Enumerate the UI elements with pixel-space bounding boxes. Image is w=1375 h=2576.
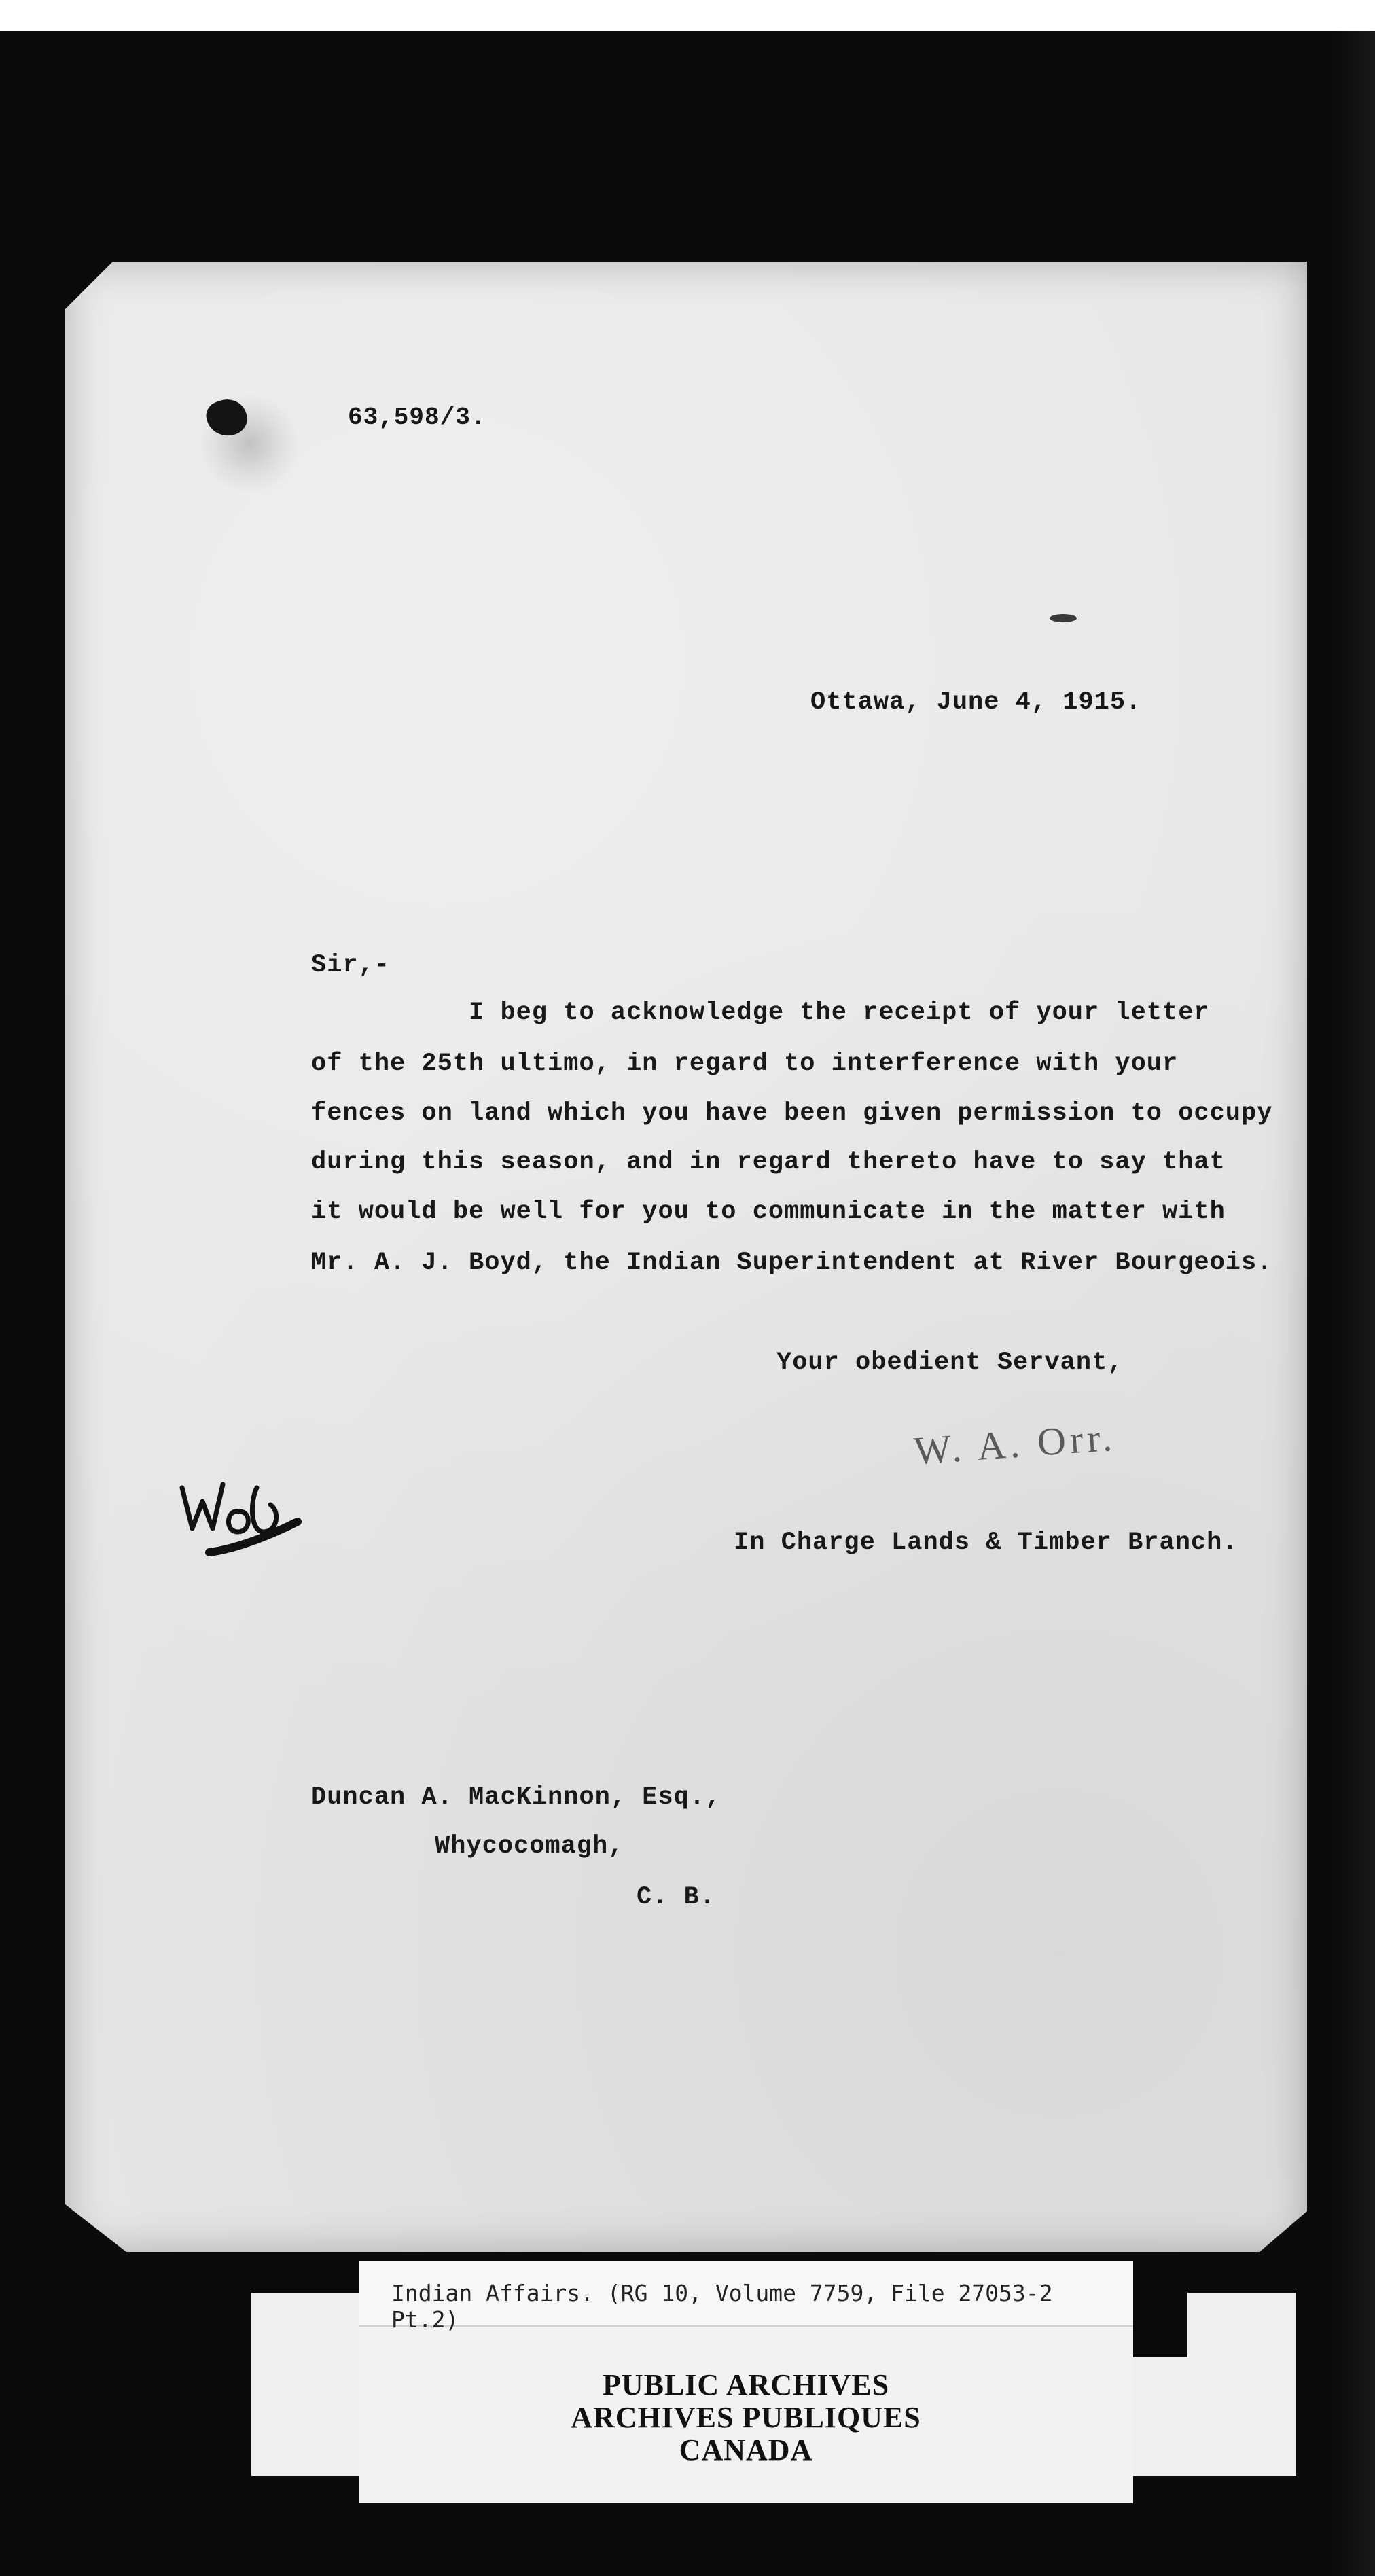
signature-stamp: W. A. Orr.: [912, 1414, 1118, 1473]
addressee-region: C. B.: [637, 1883, 716, 1912]
archive-name-fr: ARCHIVES PUBLIQUES: [571, 2401, 921, 2434]
photo-corner-bottom-right: [1260, 2211, 1307, 2252]
file-number: 63,598/3.: [348, 404, 486, 431]
archive-reference: Indian Affairs. (RG 10, Volume 7759, File 27053-2 Pt.2): [391, 2280, 1053, 2333]
body-line: I beg to acknowledge the receipt of your letter: [311, 999, 1210, 1027]
archive-reference-row: [359, 2261, 1133, 2333]
body-line: fences on land which you have been given permission to occupy: [311, 1099, 1273, 1128]
signer-title: In Charge Lands & Timber Branch.: [734, 1528, 1238, 1557]
photo-corner-bottom-left: [65, 2204, 126, 2252]
photo-corner-top-left: [65, 262, 113, 309]
body-line: of the 25th ultimo, in regard to interference with your: [311, 1050, 1179, 1078]
archive-country: CANADA: [679, 2433, 813, 2467]
body-line: it would be well for you to communicate in the matter with: [311, 1198, 1226, 1226]
handwritten-initials: [175, 1447, 304, 1562]
archive-name-en: PUBLIC ARCHIVES: [602, 2368, 890, 2401]
salutation: Sir,-: [311, 951, 391, 980]
addressee-place: Whycocomagh,: [435, 1832, 624, 1861]
label-strip-right: [1133, 2293, 1296, 2476]
body-line: during this season, and in regard thereto have to say that: [311, 1148, 1226, 1177]
closing: Your obedient Servant,: [776, 1348, 1124, 1377]
body-line: Mr. A. J. Boyd, the Indian Superintendent at River Bourgeois.: [311, 1249, 1273, 1277]
ink-speck: [1050, 614, 1077, 622]
dateline: Ottawa, June 4, 1915.: [810, 688, 1142, 717]
microfilm-edge: [1334, 31, 1375, 2576]
label-strip-left: [251, 2293, 359, 2476]
addressee-name: Duncan A. MacKinnon, Esq.,: [311, 1783, 721, 1812]
